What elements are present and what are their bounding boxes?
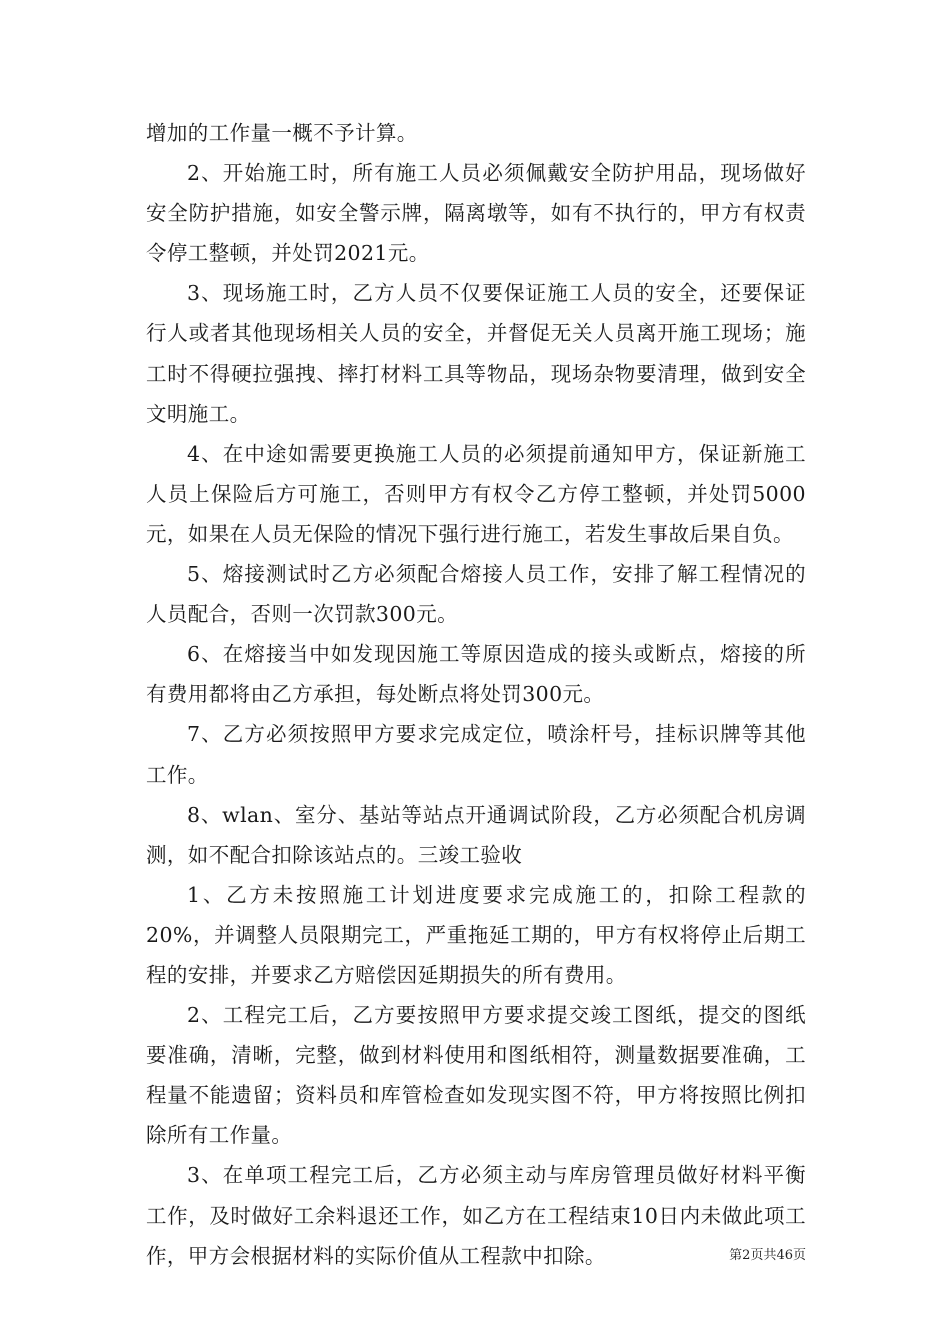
paragraph-continuation: 增加的工作量一概不予计算。	[146, 121, 418, 145]
paragraph-item-5-splice-test: 5、熔接测试时乙方必须配合熔接人员工作，安排了解工程情况的人员配合，否则一次罚款300元。	[146, 562, 806, 627]
paragraph-item-4-staff-change: 4、在中途如需要更换施工人员的必须提前通知甲方，保证新施工人员上保险后方可施工，否则甲方有权令乙方停工整顿，并处罚5000元，如果在人员无保险的情况下强行进行施工，若发生事故后果自负。	[146, 441, 806, 546]
paragraph-acceptance-item-3: 3、在单项工程完工后，乙方必须主动与库房管理员做好材料平衡工作，及时做好工余料退还工作，如乙方在工程结束10日内未做此项工作，甲方会根据材料的实际价值从工程款中扣除。	[146, 1163, 806, 1268]
document-body	[146, 113, 806, 1276]
paragraph-item-6-splice-faults: 6、在熔接当中如发现因施工等原因造成的接头或断点，熔接的所有费用都将由乙方承担，每处断点将处罚300元。	[146, 642, 806, 707]
paragraph-acceptance-item-1: 1、乙方未按照施工计划进度要求完成施工的，扣除工程款的20%，并调整人员限期完工，严重拖延工期的，甲方有权将停止后期工程的安排，并要求乙方赔偿因延期损失的所有费用。	[146, 882, 806, 987]
paragraph-item-2-safety-gear: 2、开始施工时，所有施工人员必须佩戴安全防护用品，现场做好安全防护措施，如安全警示牌，隔离墩等，如有不执行的，甲方有权责令停工整顿，并处罚2021元。	[146, 161, 806, 266]
paragraph-item-3-site-safety: 3、现场施工时，乙方人员不仅要保证施工人员的安全，还要保证行人或者其他现场相关人员的安全，并督促无关人员离开施工现场；施工时不得硬拉强拽、摔打材料工具等物品，现场杂物要清理，做到安全文明施工。	[146, 281, 806, 426]
page-number: 第2页共46页	[729, 1248, 806, 1263]
paragraph-acceptance-item-2: 2、工程完工后，乙方要按照甲方要求提交竣工图纸，提交的图纸要准确，清晰，完整，做到材料使用和图纸相符，测量数据要准确，工程量不能遗留；资料员和库管检查如发现实图不符，甲方将按照比例扣除所有工作量。	[146, 1003, 806, 1148]
paragraph-item-8-commissioning: 8、wlan、室分、基站等站点开通调试阶段，乙方必须配合机房调测，如不配合扣除该站点的。三竣工验收	[146, 802, 806, 867]
paragraph-item-7-marking: 7、乙方必须按照甲方要求完成定位，喷涂杆号，挂标识牌等其他工作。	[146, 722, 806, 787]
